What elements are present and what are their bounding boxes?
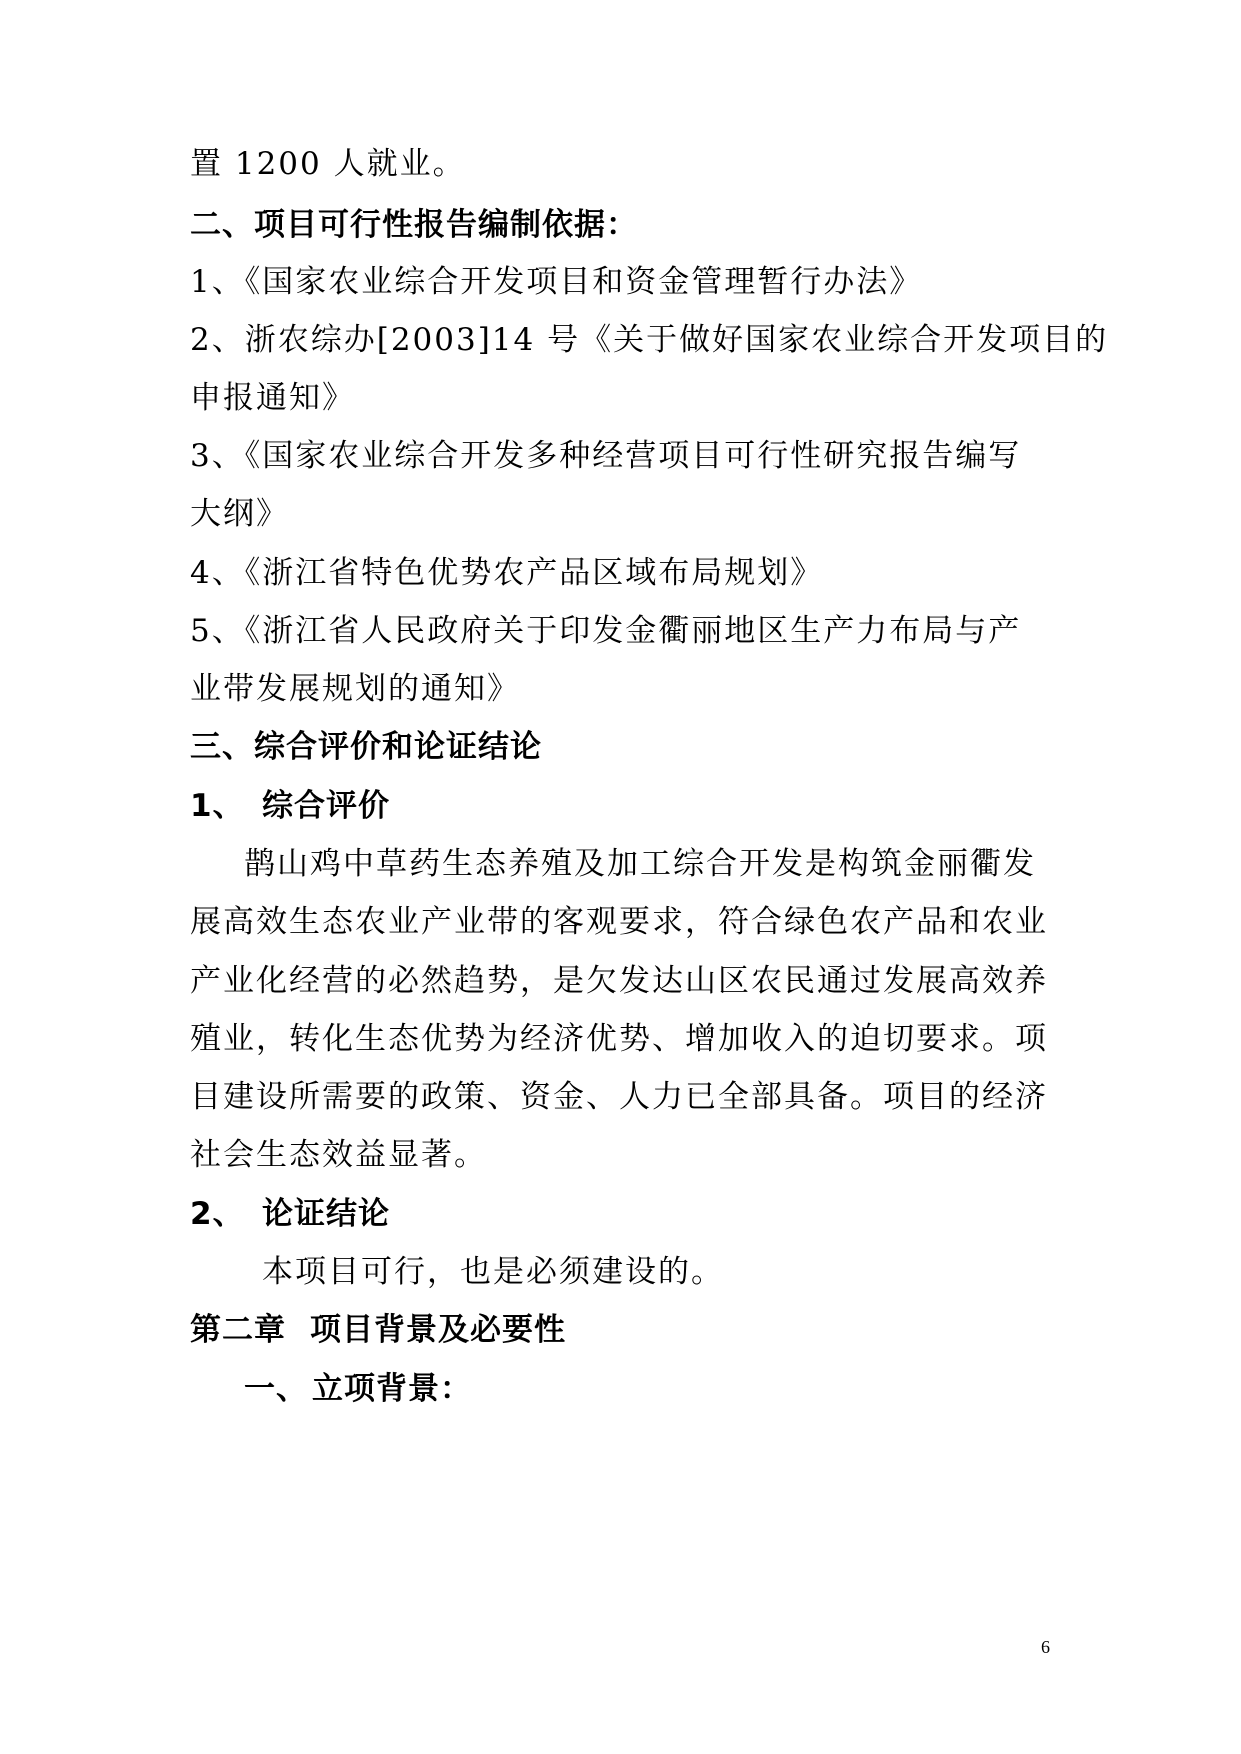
reference-item: 1、《国家农业综合开发项目和资金管理暂行办法》: [190, 264, 923, 300]
chapter-heading: [190, 1310, 1060, 1350]
subsection-heading: [190, 1194, 1060, 1234]
reference-item-continuation: 大纲》: [190, 496, 289, 532]
reference-item-continuation: 申报通知》: [190, 380, 355, 416]
paragraph-line: 产业化经营的必然趋势，是欠发达山区农民通过发展高效养: [190, 963, 1048, 999]
reference-item: 4、《浙江省特色优势农产品区域布局规划》: [190, 555, 824, 591]
chapter-title: 项目背景及必要性: [310, 1312, 566, 1348]
paragraph-line: 殖业，转化生态优势为经济优势、增加收入的迫切要求。项: [190, 1021, 1048, 1057]
section-number: 一、: [244, 1371, 308, 1407]
reference-item: 3、《国家农业综合开发多种经营项目可行性研究报告编写: [190, 438, 1022, 474]
section-title: 立项背景：: [312, 1371, 472, 1407]
paragraph-line: 鹊山鸡中草药生态养殖及加工综合开发是构筑金丽衢发: [244, 846, 1036, 882]
subsection-number: 2、: [190, 1196, 245, 1232]
body-text-line: 置 1200 人就业。: [190, 146, 466, 182]
reference-item: 2、浙农综办[2003]14 号《关于做好国家农业综合开发项目的: [190, 322, 1109, 358]
section-heading: [244, 1369, 1114, 1409]
reference-item: 5、《浙江省人民政府关于印发金衢丽地区生产力布局与产: [190, 613, 1022, 649]
subsection-number: 1、: [190, 788, 245, 824]
subsection-title: 论证结论: [262, 1196, 390, 1232]
paragraph-line: 本项目可行，也是必须建设的。: [262, 1254, 724, 1290]
subsection-title: 综合评价: [262, 788, 390, 824]
section-heading: 三、综合评价和论证结论: [190, 729, 542, 765]
paragraph-line: 社会生态效益显著。: [190, 1137, 487, 1173]
paragraph-line: 目建设所需要的政策、资金、人力已全部具备。项目的经济: [190, 1079, 1048, 1115]
page-number: 6: [1041, 1637, 1050, 1657]
paragraph-line: 展高效生态农业产业带的客观要求，符合绿色农产品和农业: [190, 904, 1048, 940]
subsection-heading: [190, 786, 1060, 826]
chapter-number: 第二章: [190, 1312, 286, 1348]
reference-item-continuation: 业带发展规划的通知》: [190, 671, 520, 707]
section-heading: 二、项目可行性报告编制依据：: [190, 207, 638, 243]
